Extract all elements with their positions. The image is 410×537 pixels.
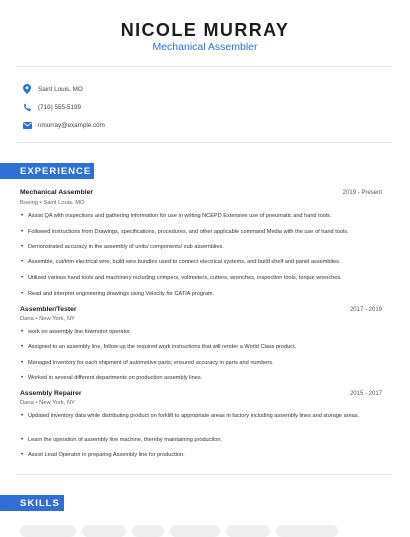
location-pin-icon (22, 84, 32, 94)
job-dates: 2019 - Present (342, 190, 382, 196)
experience-section-header: EXPERIENCE (0, 163, 94, 179)
job-title: Assembler/Tester (20, 306, 77, 313)
job-dates: 2017 - 2019 (349, 307, 382, 313)
contact-email (22, 119, 105, 131)
job-company: Dana • New York, NY (20, 316, 75, 322)
job-bullet: • Worked in several different departments on production assembly lines. (20, 374, 370, 382)
email-icon (22, 120, 32, 130)
job-bullet: • Managed inventory for each shipment of automotive parts; ensured accuracy in parts and numbers. (20, 359, 370, 367)
contact-divider (16, 142, 392, 143)
email-text: nmurray@example.com (38, 121, 105, 129)
company-name: Dana (20, 400, 34, 406)
skill-tag (226, 525, 270, 537)
company-location: New York, NY (39, 316, 75, 322)
job-bullet: • Demonstrated accuracy in the assembly of units/ components/ sub assemblies. (20, 243, 370, 251)
job-bullet: • Followed instructions from Drawings, specifications, procedures, and other applicable command Media with the use of hand tools. (20, 228, 370, 236)
candidate-name: NICOLE MURRAY (120, 20, 290, 40)
location-text: Saint Louis, MO (38, 85, 83, 93)
job-company: Boeing • Saint Louis, MO (20, 200, 85, 206)
job-dates: 2015 - 2017 (349, 391, 382, 397)
phone-icon (22, 102, 32, 112)
experience-divider (16, 474, 392, 475)
job-company: Dana • New York, NY (20, 400, 75, 406)
skill-tag (82, 525, 126, 537)
job-bullet: • work on assembly line.fowmotor operator (20, 328, 370, 336)
skill-tag (20, 525, 76, 537)
job-bullet: • Assemble, cut/trim electrical wire, build wire bundles used to connect electrical systems, and build shelf and panel assemblies. (20, 258, 370, 266)
skill-tag (276, 525, 338, 537)
job-bullet: • Read and interpret engineering drawings using Velocity for CATIA program. (20, 290, 370, 298)
job-bullet: • Updated inventory data while distributing product on forklift to appropriate areas in factory including assembly lines and storage areas. (20, 412, 370, 420)
phone-text: (710) 555-5199 (38, 103, 82, 111)
job-bullet: • Utilized various hand tools and machinery including crimpers, voltmeters, cutters, wrenches, inspection tools, torque wrenches. (20, 274, 370, 282)
skill-tag (132, 525, 164, 537)
contact-location (22, 83, 83, 95)
header-divider (16, 66, 392, 67)
job-bullet: • Learn the operation of assembly line machine, thereby maintaining production. (20, 436, 370, 444)
company-name: Boeing (20, 200, 39, 206)
candidate-role: Mechanical Assembler (152, 41, 258, 53)
job-title: Assembly Repairer (20, 390, 82, 397)
job-bullet: • Assist Lead Operator in preparing Assembly line for production. (20, 451, 370, 459)
contact-phone (22, 101, 81, 113)
job-bullet: • Assigned to an assembly line, follow up the required work instructions that will render a World Class product. (20, 343, 370, 351)
skills-section-header: SKILLS (0, 495, 64, 511)
job-bullet: • Assist QA with inspections and gathering information for use in writing NCEPD Extensive use of pneumatic and hand tools. (20, 212, 370, 220)
company-location: Saint Louis, MO (43, 200, 85, 206)
job-title: Mechanical Assembler (20, 189, 94, 196)
company-location: New York, NY (39, 400, 75, 406)
company-name: Dana (20, 316, 34, 322)
skill-tag (170, 525, 220, 537)
